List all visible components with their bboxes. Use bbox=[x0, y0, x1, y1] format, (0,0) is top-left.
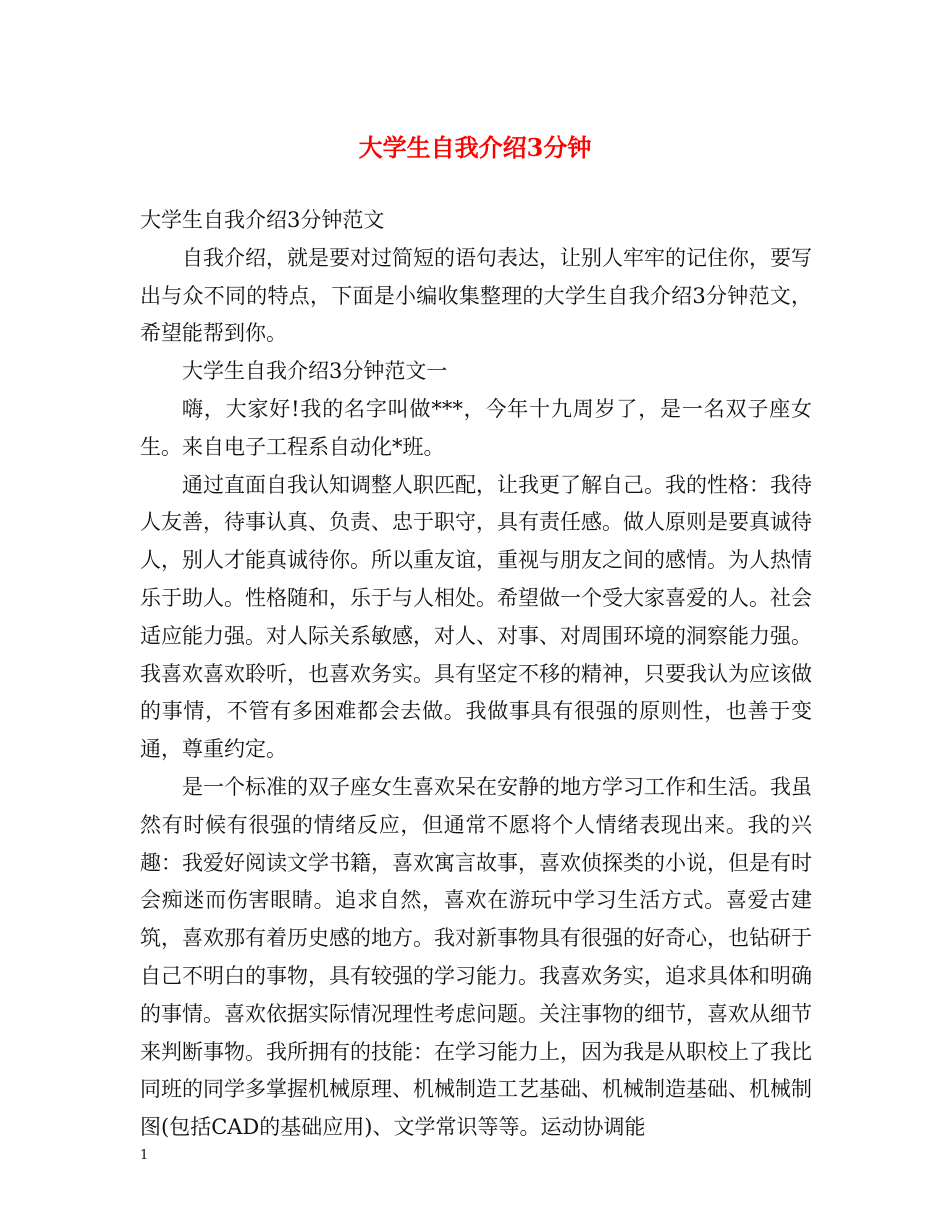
document-title: 大学生自我介绍3分钟 bbox=[358, 133, 592, 162]
sample-heading: 大学生自我介绍3分钟范文一 bbox=[182, 359, 448, 384]
interests-paragraph: 是一个标准的双子座女生喜欢呆在安静的地方学习工作和生活。我虽然有时候有很强的情绪反应，但通常不愿将个人情绪表现出来。我的兴趣：我爱好阅读文学书籍，喜欢寓言故事，喜欢侦探类的小说，但是有时会痴迷而伤害眼睛。追求自然，喜欢在游玩中学习生活方式。喜爱古建筑，喜欢那有着历史感的地方。我对新事物具有很强的好奇心，也钻研于自己不明白的事物，具有较强的学习能力。我喜欢务实，追求具体和明确的事情。喜欢依据实际情况理性考虑问题。关注事物的细节，喜欢从细节来判断事物。我所拥有的技能：在学习能力上，因为我是从职校上了我比同班的同学多掌握机械原理、机械制造工艺基础、机械制造基础、机械制图(包括CAD的基础应用)、文学常识等等。运动协调能 bbox=[140, 774, 812, 1140]
document-body bbox=[140, 202, 812, 1147]
section-heading: 大学生自我介绍3分钟范文 bbox=[140, 208, 385, 232]
greeting-paragraph: 嗨，大家好!我的名字叫做***，今年十九周岁了，是一名双子座女生。来自电子工程系自动化*班。 bbox=[140, 396, 812, 459]
intro-paragraph: 自我介绍，就是要对过简短的语句表达，让别人牢牢的记住你，要写出与众不同的特点，下面是小编收集整理的大学生自我介绍3分钟范文，希望能帮到你。 bbox=[140, 245, 812, 346]
page-number: 1 bbox=[140, 1148, 149, 1163]
personality-paragraph: 通过直面自我认知调整人职匹配，让我更了解自己。我的性格：我待人友善，待事认真、负责、忠于职守，具有责任感。做人原则是要真诚待人，别人才能真诚待你。所以重友谊，重视与朋友之间的感情。为人热情乐于助人。性格随和，乐于与人相处。希望做一个受大家喜爱的人。社会适应能力强。对人际关系敏感，对人、对事、对周围环境的洞察能力强。我喜欢喜欢聆听，也喜欢务实。具有坚定不移的精神，只要我认为应该做的事情，不管有多困难都会去做。我做事具有很强的原则性，也善于变通，尊重约定。 bbox=[140, 472, 812, 762]
